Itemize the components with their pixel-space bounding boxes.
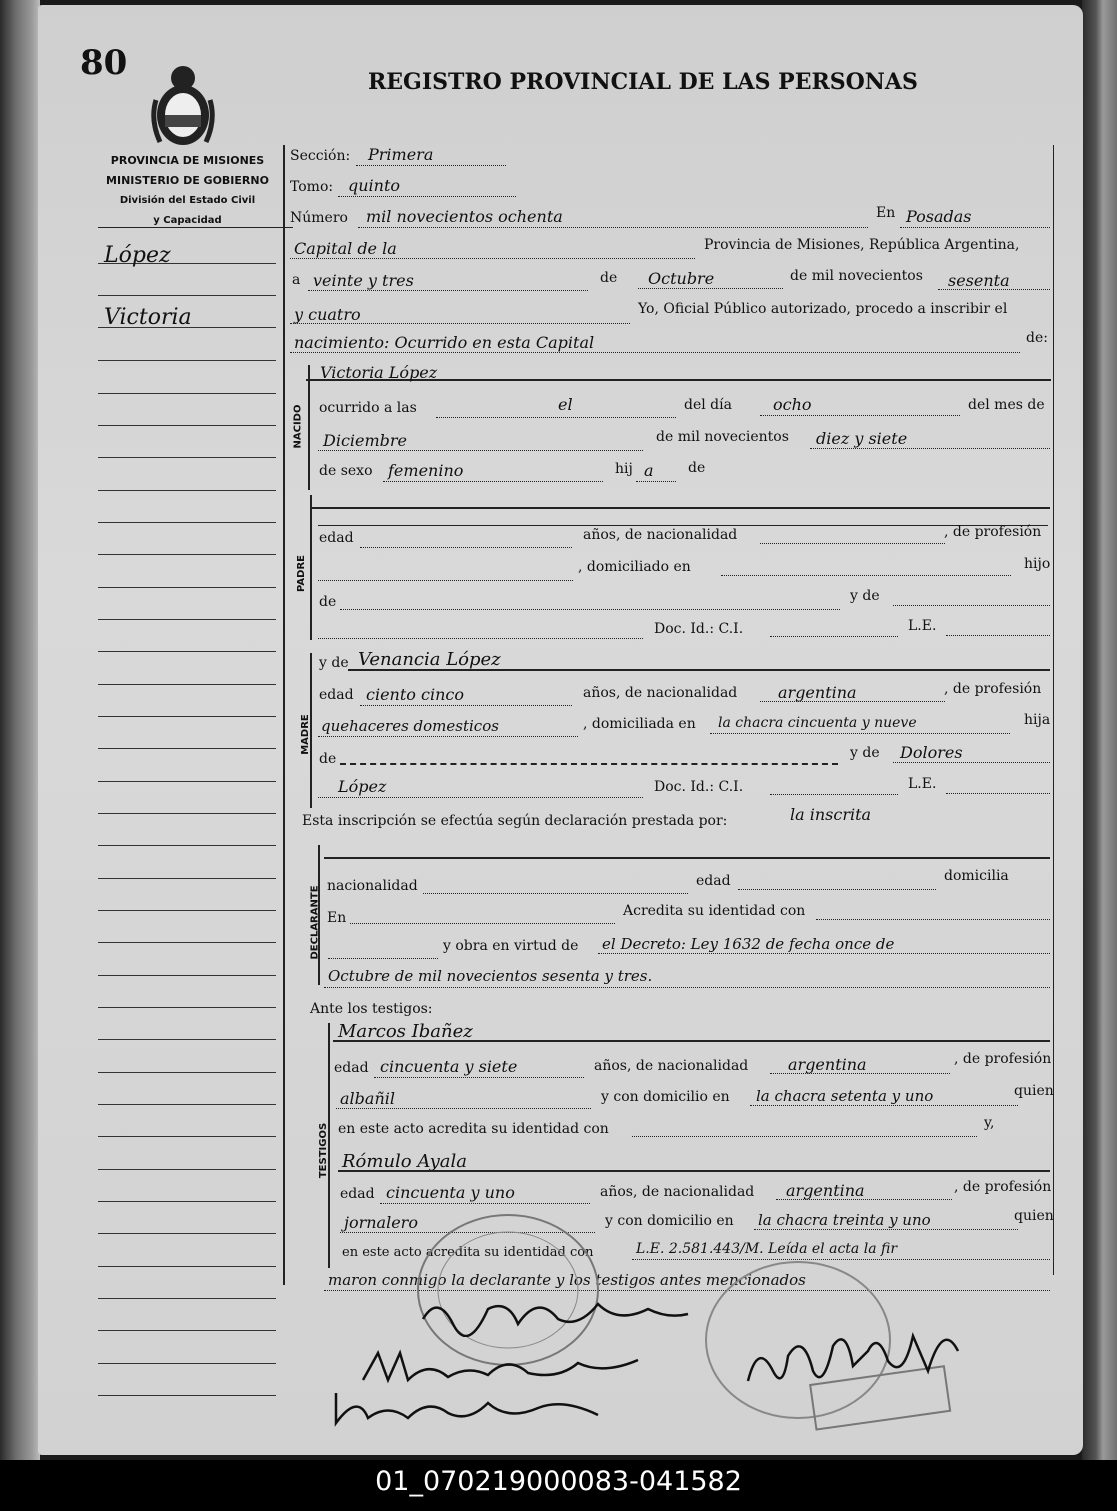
value-testigo2: Rómulo Ayala bbox=[342, 1151, 468, 1172]
value-decreto: el Decreto: Ley 1632 de fecha once de bbox=[602, 935, 895, 953]
book-edge-right bbox=[1082, 0, 1117, 1460]
label-padre-le: L.E. bbox=[908, 618, 937, 634]
label-esta-inscripcion: Esta inscripción se efectúa según declaración prestada por: bbox=[302, 813, 728, 829]
coat-of-arms-icon bbox=[148, 60, 218, 150]
label-padre-anos-nac: años, de nacionalidad bbox=[583, 527, 738, 543]
section-label-madre: MADRE bbox=[299, 714, 311, 755]
label-hij: hij bbox=[615, 461, 633, 477]
label-t1-edad: edad bbox=[334, 1060, 369, 1076]
label-dec-acredita: Acredita su identidad con bbox=[623, 903, 806, 919]
registry-page bbox=[38, 5, 1083, 1455]
value-mes-nac: Diciembre bbox=[323, 431, 408, 450]
book-spine-left bbox=[0, 0, 40, 1460]
label-de-colon: de: bbox=[1026, 330, 1048, 346]
page-number: 80 bbox=[80, 43, 128, 83]
value-t1-nac: argentina bbox=[788, 1055, 867, 1074]
label-dec-y-obra: y obra en virtud de bbox=[443, 938, 579, 954]
label-madre-y-de2: y de bbox=[850, 745, 880, 761]
label-madre-anos-nac: años, de nacionalidad bbox=[583, 685, 738, 701]
value-madre-madre: Dolores bbox=[900, 743, 963, 762]
value-cierre: maron conmigo la declarante y los testigos antes mencionados bbox=[328, 1271, 806, 1289]
label-padre-y-de: y de bbox=[850, 588, 880, 604]
value-acto: nacimiento: Ocurrido en esta Capital bbox=[294, 333, 595, 352]
label-a: a bbox=[292, 272, 301, 288]
label-t2-anos-nac: años, de nacionalidad bbox=[600, 1184, 755, 1200]
value-t2-prof: jornalero bbox=[344, 1213, 418, 1232]
signature-official bbox=[728, 1311, 968, 1415]
value-hora: el bbox=[558, 395, 573, 414]
label-t2-edad: edad bbox=[340, 1186, 375, 1202]
label-madre-de: de bbox=[319, 751, 337, 767]
value-madre-edad: ciento cinco bbox=[366, 685, 464, 704]
issuer-block bbox=[80, 151, 295, 231]
label-de-mil-novecientos: de mil novecientos bbox=[656, 429, 789, 445]
label-tomo: Tomo: bbox=[290, 179, 334, 195]
label-t1-anos-nac: años, de nacionalidad bbox=[594, 1058, 749, 1074]
label-madre-le: L.E. bbox=[908, 776, 937, 792]
value-capital: Capital de la bbox=[294, 239, 397, 258]
label-t1-acredita: en este acto acredita su identidad con bbox=[338, 1121, 609, 1137]
margin-given-name: Victoria bbox=[104, 305, 192, 330]
label-dec-edad: edad bbox=[696, 873, 731, 889]
value-declarante: la inscrita bbox=[790, 805, 872, 824]
value-testigo1: Marcos Ibañez bbox=[338, 1021, 473, 1042]
value-anio-nac: diez y siete bbox=[816, 429, 908, 448]
value-madre-dom: la chacra cincuenta y nueve bbox=[718, 715, 917, 731]
label-madre-edad: edad bbox=[319, 687, 354, 703]
value-t2-doc: L.E. 2.581.443/M. Leída el acta la fir bbox=[636, 1241, 898, 1257]
value-en: Posadas bbox=[906, 207, 972, 226]
label-padre-profesion: , de profesión bbox=[944, 524, 1042, 540]
label-de-mes: de bbox=[600, 270, 618, 286]
label-t1-profesion: , de profesión bbox=[954, 1051, 1052, 1067]
value-mes: Octubre bbox=[648, 269, 715, 288]
value-nombre: Victoria López bbox=[320, 363, 438, 382]
issuer-ministry: MINISTERIO DE GOBIERNO bbox=[106, 174, 269, 187]
label-madre-domiciliada: , domiciliada en bbox=[583, 716, 696, 732]
label-t2-profesion: , de profesión bbox=[954, 1179, 1052, 1195]
value-numero: mil novecientos ochenta bbox=[366, 207, 563, 226]
signature-victoria bbox=[418, 1289, 698, 1345]
value-t1-prof: albañil bbox=[340, 1089, 395, 1108]
label-t2-quien: quien bbox=[1014, 1208, 1054, 1224]
label-provincia: Provincia de Misiones, República Argentina, bbox=[704, 237, 1020, 253]
section-label-nacido: NACIDO bbox=[292, 404, 304, 449]
label-madre-doc: Doc. Id.: C.I. bbox=[654, 779, 744, 795]
label-yo: Yo, Oficial Público autorizado, procedo a inscribir el bbox=[638, 301, 1008, 317]
value-t2-dom: la chacra treinta y uno bbox=[758, 1211, 931, 1229]
label-t1-domicilio: y con domicilio en bbox=[601, 1089, 730, 1105]
value-hij-suffix: a bbox=[644, 461, 654, 480]
image-caption: 01_070219000083-041582 bbox=[0, 1460, 1117, 1511]
label-padre-hijo: hijo bbox=[1024, 556, 1051, 572]
label-padre-domiciliado: , domiciliado en bbox=[578, 559, 691, 575]
signature-romulo bbox=[328, 1383, 608, 1437]
issuer-capacity: y Capacidad bbox=[153, 215, 222, 226]
label-de-mil: de mil novecientos bbox=[790, 268, 923, 284]
value-t2-edad: cincuenta y uno bbox=[386, 1183, 515, 1202]
label-madre-y-de: y de bbox=[319, 655, 349, 671]
section-label-testigos: TESTIGOS bbox=[318, 1122, 330, 1179]
value-dia: veinte y tres bbox=[313, 271, 414, 290]
issuer-province: PROVINCIA DE MISIONES bbox=[110, 154, 265, 167]
label-padre-de: de bbox=[319, 594, 337, 610]
label-del-mes: del mes de bbox=[968, 397, 1045, 413]
label-t1-y: y, bbox=[984, 1115, 995, 1131]
value-anio2: y cuatro bbox=[294, 305, 361, 324]
value-madre-nac: argentina bbox=[778, 683, 857, 702]
label-dec-nacionalidad: nacionalidad bbox=[327, 878, 418, 894]
label-de-sexo: de sexo bbox=[319, 463, 373, 479]
section-label-padre: PADRE bbox=[295, 555, 307, 592]
label-ante-testigos: Ante los testigos: bbox=[310, 1001, 433, 1017]
value-t1-edad: cincuenta y siete bbox=[380, 1057, 518, 1076]
value-madre-madre2: López bbox=[338, 777, 387, 796]
value-t1-dom: la chacra setenta y uno bbox=[756, 1087, 934, 1105]
section-label-declarante: DECLARANTE bbox=[309, 885, 321, 960]
label-madre-hija: hija bbox=[1024, 712, 1051, 728]
label-t2-domicilio: y con domicilio en bbox=[605, 1213, 734, 1229]
value-tomo: quinto bbox=[348, 176, 401, 195]
value-madre-nombre: Venancia López bbox=[358, 649, 501, 670]
label-numero: Número bbox=[290, 210, 348, 226]
label-madre-profesion: , de profesión bbox=[944, 681, 1042, 697]
value-dia-nac: ocho bbox=[773, 395, 812, 414]
issuer-division: División del Estado Civil bbox=[119, 195, 256, 206]
label-t2-acredita: en este acto acredita su identidad con bbox=[342, 1245, 594, 1260]
label-seccion: Sección: bbox=[290, 148, 351, 164]
value-sexo: femenino bbox=[388, 461, 464, 480]
value-t2-nac: argentina bbox=[786, 1181, 865, 1200]
label-padre-edad: edad bbox=[319, 530, 354, 546]
value-decreto2: Octubre de mil novecientos sesenta y tres. bbox=[328, 967, 653, 985]
label-t1-quien: quien bbox=[1014, 1083, 1054, 1099]
value-seccion: Primera bbox=[368, 145, 434, 164]
margin-surname: López bbox=[104, 243, 171, 268]
label-padre-doc: Doc. Id.: C.I. bbox=[654, 621, 744, 637]
label-del-dia: del día bbox=[684, 397, 732, 413]
label-dec-domicilia: domicilia bbox=[944, 868, 1009, 884]
label-ocurrido: ocurrido a las bbox=[319, 400, 417, 416]
value-anio: sesenta bbox=[948, 271, 1010, 290]
value-madre-prof: quehaceres domesticos bbox=[321, 717, 499, 735]
label-dec-en: En bbox=[327, 910, 347, 926]
page-title: REGISTRO PROVINCIAL DE LAS PERSONAS bbox=[368, 69, 918, 95]
label-hij-de: de bbox=[688, 460, 706, 476]
label-en: En bbox=[876, 205, 896, 221]
